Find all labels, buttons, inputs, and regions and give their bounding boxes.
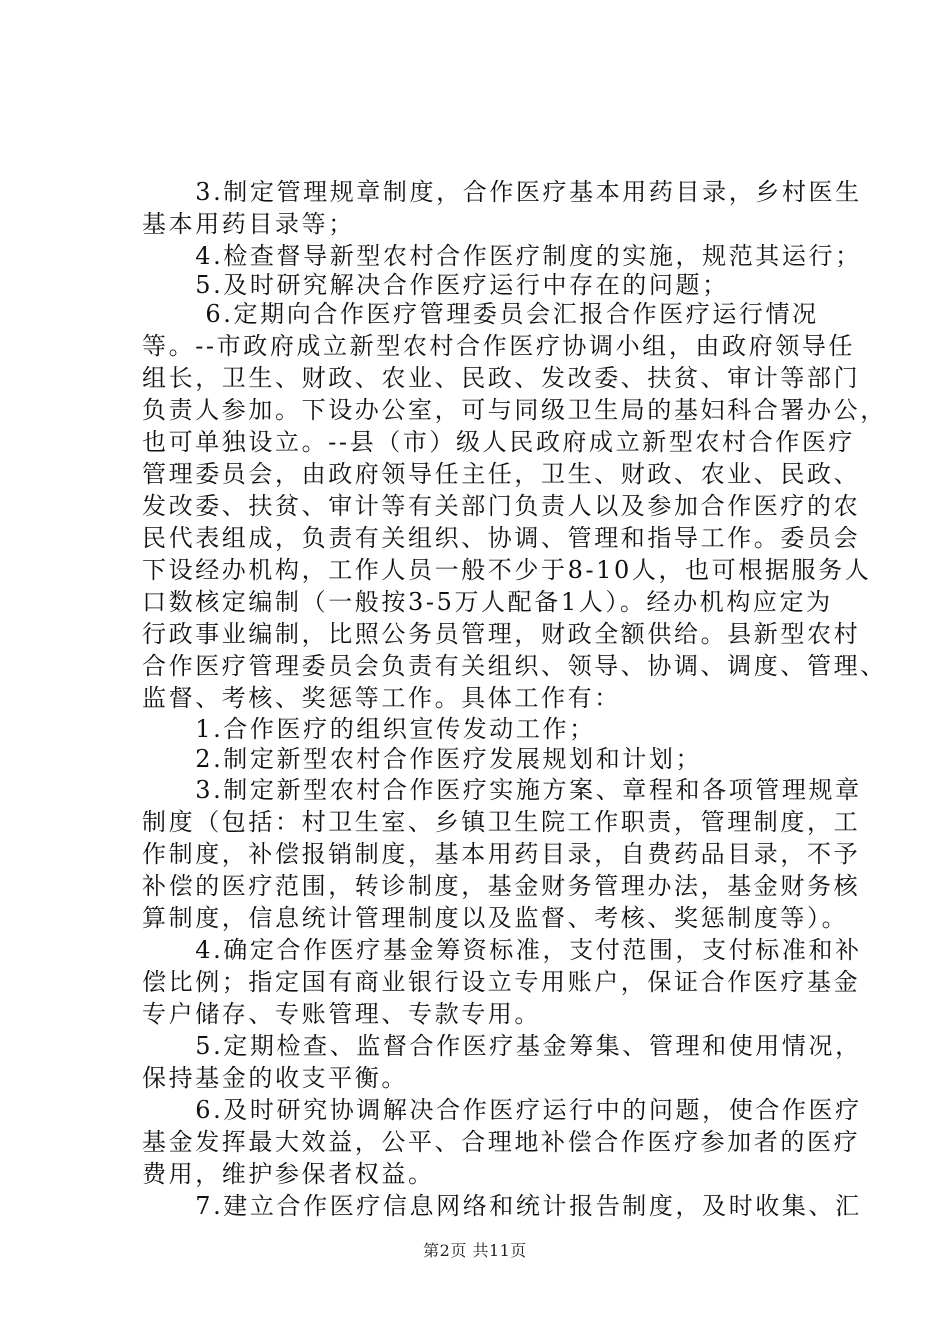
text-line: 保持基金的收支平衡。 — [142, 1064, 408, 1092]
text-line: 基本用药目录等； — [142, 210, 355, 238]
text-line: 5.及时研究解决合作医疗运行中存在的问题； — [142, 271, 729, 299]
text-line: 7.建立合作医疗信息网络和统计报告制度，及时收集、汇 — [142, 1192, 862, 1220]
text-line: 组长，卫生、财政、农业、民政、发改委、扶贫、审计等部门 — [142, 364, 861, 392]
text-line: 下设经办机构，工作人员一般不少于8-10人，也可根据服务人 — [142, 556, 872, 584]
text-line: 合作医疗管理委员会负责有关组织、领导、协调、调度、管理、 — [142, 652, 887, 680]
text-line: 发改委、扶贫、审计等有关部门负责人以及参加合作医疗的农 — [142, 492, 861, 520]
text-line: 4.检查督导新型农村合作医疗制度的实施，规范其运行； — [142, 242, 862, 270]
text-line: 2.制定新型农村合作医疗发展规划和计划； — [142, 745, 703, 773]
text-line: 也可单独设立。--县（市）级人民政府成立新型农村合作医疗 — [142, 428, 856, 456]
text-line: 1.合作医疗的组织宣传发动工作； — [142, 715, 596, 743]
text-line: 专户储存、专账管理、专款专用。 — [142, 1000, 541, 1028]
text-line: 偿比例；指定国有商业银行设立专用账户，保证合作医疗基金 — [142, 968, 861, 996]
text-line: 费用，维护参保者权益。 — [142, 1160, 435, 1188]
text-line: 口数核定编制（一般按3-5万人配备1人）。经办机构应定为 — [142, 588, 833, 616]
text-line: 作制度，补偿报销制度，基本用药目录，自费药品目录，不予 — [142, 840, 861, 868]
text-line: 管理委员会，由政府领导任主任，卫生、财政、农业、民政、 — [142, 460, 861, 488]
text-line: 制度（包括：村卫生室、乡镇卫生院工作职责，管理制度，工 — [142, 808, 861, 836]
text-line: 6.定期向合作医疗管理委员会汇报合作医疗运行情况 — [142, 300, 819, 328]
text-line: 3.制定管理规章制度，合作医疗基本用药目录，乡村医生 — [142, 178, 862, 206]
text-line: 6.及时研究协调解决合作医疗运行中的问题，使合作医疗 — [142, 1096, 862, 1124]
text-line: 4.确定合作医疗基金筹资标准，支付范围，支付标准和补 — [142, 936, 862, 964]
text-line: 补偿的医疗范围，转诊制度，基金财务管理办法，基金财务核 — [142, 872, 861, 900]
text-line: 监督、考核、奖惩等工作。具体工作有： — [142, 684, 621, 712]
text-line: 民代表组成，负责有关组织、协调、管理和指导工作。委员会 — [142, 524, 861, 552]
page-number-footer: 第2页 共11页 — [423, 1241, 527, 1260]
text-line: 算制度，信息统计管理制度以及监督、考核、奖惩制度等）。 — [142, 904, 849, 932]
text-line: 5.定期检查、监督合作医疗基金筹集、管理和使用情况， — [142, 1032, 862, 1060]
text-line: 等。--市政府成立新型农村合作医疗协调小组，由政府领导任 — [142, 332, 856, 360]
text-line: 行政事业编制，比照公务员管理，财政全额供给。县新型农村 — [142, 620, 861, 648]
text-line: 负责人参加。下设办公室，可与同级卫生局的基妇科合署办公， — [142, 396, 887, 424]
text-line: 3.制定新型农村合作医疗实施方案、章程和各项管理规章 — [142, 776, 862, 804]
text-line: 基金发挥最大效益，公平、合理地补偿合作医疗参加者的医疗 — [142, 1128, 861, 1156]
